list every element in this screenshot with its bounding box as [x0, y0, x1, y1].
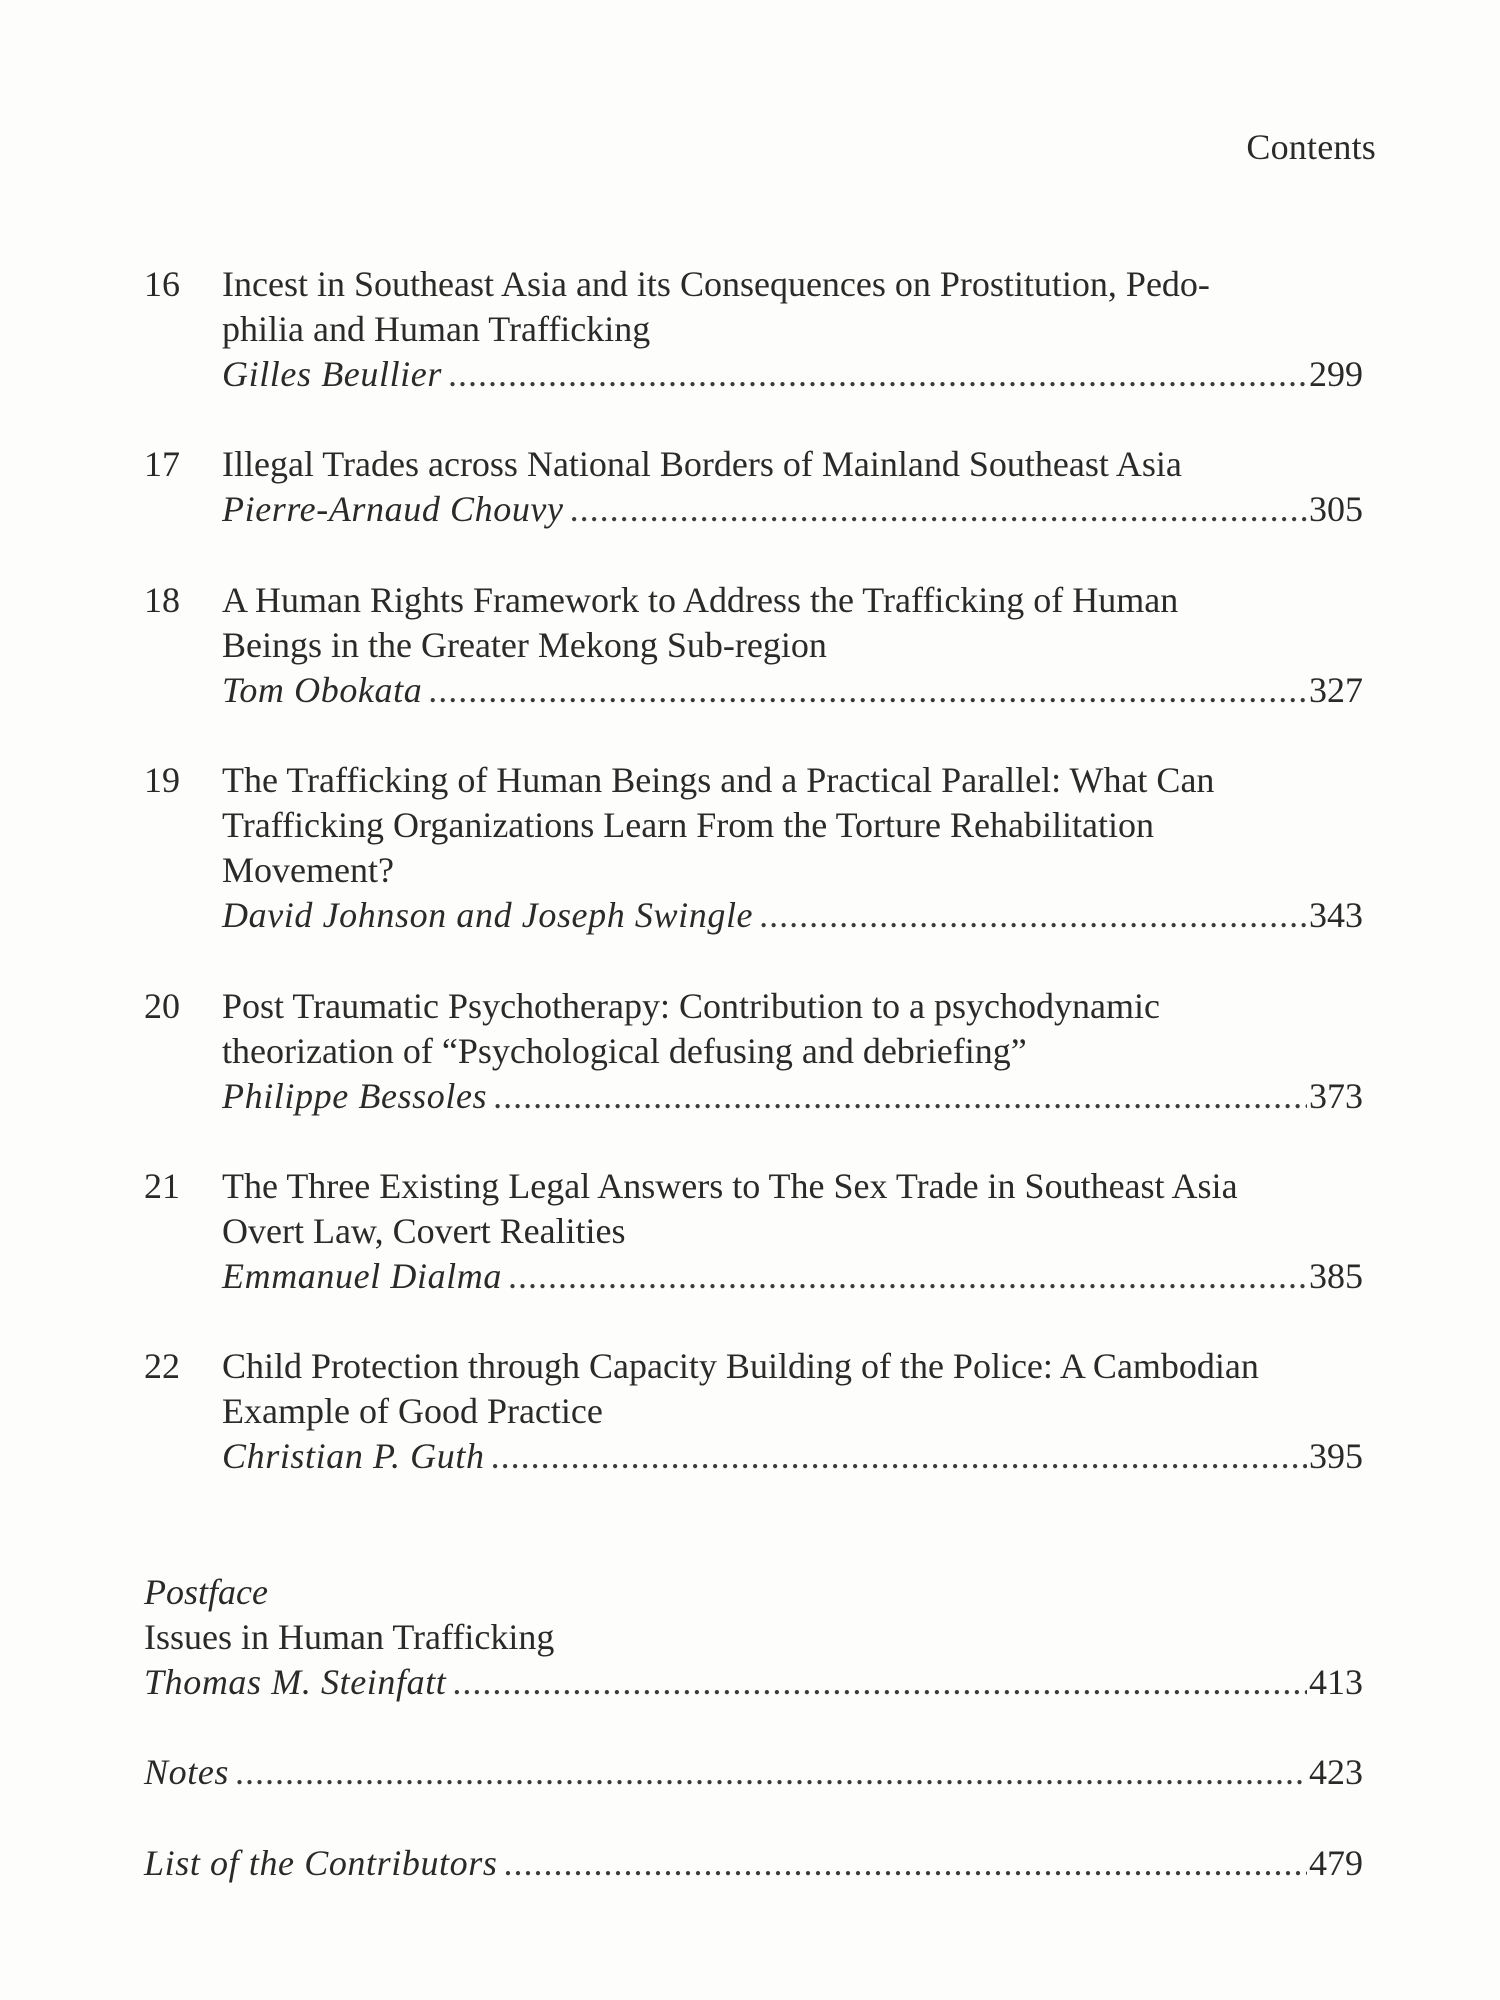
page-number: 299: [1309, 354, 1363, 394]
contributors-leader-line: [144, 1841, 1363, 1886]
chapter-title-line: Trafficking Organizations Learn From the Torture Rehabilitation: [222, 805, 1154, 845]
chapter-number: 17: [144, 444, 180, 484]
chapter-title-line: A Human Rights Framework to Address the Trafficking of Human: [222, 580, 1179, 620]
chapter-author: Gilles Beullier: [222, 354, 442, 394]
toc-contributors: [144, 1841, 1363, 1886]
toc-entry-18: [144, 578, 1363, 713]
page-number: 373: [1309, 1076, 1363, 1116]
page-number: 327: [1309, 670, 1363, 710]
chapter-title-line: Illegal Trades across National Borders of Mainland Southeast Asia: [222, 444, 1182, 484]
postface-title: Issues in Human Trafficking: [144, 1617, 555, 1657]
chapter-author: David Johnson and Joseph Swingle: [222, 895, 754, 935]
toc-entry-17: [144, 442, 1363, 532]
chapter-title-line: Overt Law, Covert Realities: [222, 1211, 626, 1251]
page-number: 385: [1309, 1256, 1363, 1296]
page-number: 305: [1309, 489, 1363, 529]
dot-leader: [235, 1750, 1307, 1795]
chapter-number: 22: [144, 1346, 180, 1386]
dot-leader: [759, 893, 1307, 938]
dot-leader: [570, 487, 1307, 532]
author-leader-line: [222, 1254, 1363, 1299]
page-number: 413: [1309, 1662, 1363, 1702]
chapter-title-line: theorization of “Psychological defusing and debriefing”: [222, 1031, 1027, 1071]
page-number: 479: [1309, 1843, 1363, 1883]
toc-entry-21: [144, 1164, 1363, 1299]
chapter-number: 19: [144, 760, 180, 800]
chapter-title-line: The Trafficking of Human Beings and a Practical Parallel: What Can: [222, 760, 1215, 800]
chapter-title-line: Movement?: [222, 850, 394, 890]
chapter-number: 16: [144, 264, 180, 304]
dot-leader: [452, 1660, 1307, 1705]
chapter-title-line: Example of Good Practice: [222, 1391, 603, 1431]
notes-leader-line: [144, 1750, 1363, 1795]
chapter-title-line: Beings in the Greater Mekong Sub-region: [222, 625, 827, 665]
toc-postface: [144, 1570, 1363, 1705]
chapter-title-line: The Three Existing Legal Answers to The Sex Trade in Southeast Asia: [222, 1166, 1238, 1206]
chapter-author: Philippe Bessoles: [222, 1076, 488, 1116]
page-number: 343: [1309, 895, 1363, 935]
chapter-title-line: philia and Human Trafficking: [222, 309, 651, 349]
toc-entry-19: [144, 758, 1363, 938]
toc-entry-16: [144, 262, 1363, 397]
postface-label: Postface: [144, 1572, 268, 1612]
chapter-number: 21: [144, 1166, 180, 1206]
author-leader-line: [144, 1660, 1363, 1705]
chapter-number: 20: [144, 986, 180, 1026]
chapter-author: Tom Obokata: [222, 670, 423, 710]
chapter-author: Christian P. Guth: [222, 1436, 485, 1476]
contributors-label: List of the Contributors: [144, 1843, 498, 1883]
author-leader-line: [222, 487, 1363, 532]
author-leader-line: [222, 668, 1363, 713]
dot-leader: [493, 1074, 1307, 1119]
page-number: 423: [1309, 1752, 1363, 1792]
chapter-author: Pierre-Arnaud Chouvy: [222, 489, 564, 529]
toc-entry-20: [144, 984, 1363, 1119]
chapter-author: Emmanuel Dialma: [222, 1256, 502, 1296]
chapter-number: 18: [144, 580, 180, 620]
author-leader-line: [222, 1074, 1363, 1119]
toc-entry-22: [144, 1344, 1363, 1479]
dot-leader: [491, 1434, 1307, 1479]
running-head: Contents: [1246, 127, 1376, 167]
author-leader-line: [222, 893, 1363, 938]
author-leader-line: [222, 1434, 1363, 1479]
chapter-title-line: Incest in Southeast Asia and its Consequences on Prostitution, Pedo-: [222, 264, 1210, 304]
notes-label: Notes: [144, 1752, 230, 1792]
dot-leader: [448, 352, 1307, 397]
dot-leader: [428, 668, 1307, 713]
author-leader-line: [222, 352, 1363, 397]
postface-author: Thomas M. Steinfatt: [144, 1662, 447, 1702]
dot-leader: [503, 1841, 1307, 1886]
chapter-title-line: Child Protection through Capacity Building of the Police: A Cambodian: [222, 1346, 1259, 1386]
page-number: 395: [1309, 1436, 1363, 1476]
toc-notes: [144, 1750, 1363, 1795]
chapter-title-line: Post Traumatic Psychotherapy: Contribution to a psychodynamic: [222, 986, 1160, 1026]
dot-leader: [508, 1254, 1307, 1299]
